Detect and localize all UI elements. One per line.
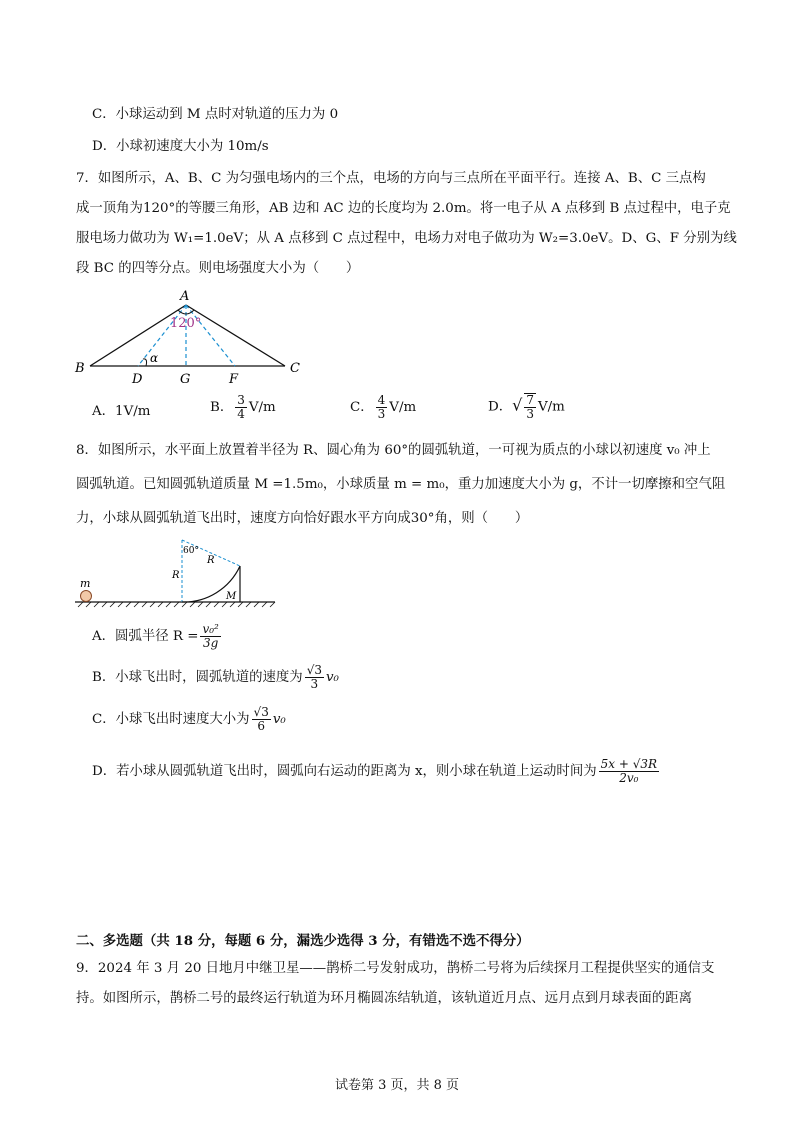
q7-label-g: G — [180, 372, 191, 387]
q9-text-line1: 9．2024 年 3 月 20 日地月中继卫星——鹊桥二号发射成功，鹊桥二号将为后续探月工程提供坚实的通信支 — [76, 961, 715, 976]
q7-text-line4: 段 BC 的四等分点。则电场强度大小为（ ） — [76, 261, 360, 276]
q7-label-d: D — [132, 372, 143, 387]
page-footer: 试卷第 3 页，共 8 页 — [334, 1078, 460, 1093]
q8-arc-track-figure — [70, 535, 280, 615]
q8-label-m-track: M — [226, 591, 237, 602]
q7-label-c: C — [290, 361, 300, 376]
q7-label-angle: 120° — [170, 316, 202, 331]
q6-option-c: C．小球运动到 M 点时对轨道的压力为 0 — [92, 107, 339, 122]
q8-option-a: A．圆弧半径 R = $\frac{\text{v₀²}}{3g}$ — [92, 622, 219, 650]
q8-text-line3: 力，小球从圆弧轨道飞出时，速度方向恰好跟水平方向成30°角，则（ ） — [76, 511, 529, 526]
section-heading-multiple-choice: 二、多选题（共 18 分，每题 6 分，漏选少选得 3 分，有错选不选不得分） — [76, 933, 530, 949]
q8-label-angle: 60° — [183, 546, 199, 556]
q9-text-line2: 持。如图所示，鹊桥二号的最终运行轨道为环月椭圆冻结轨道，该轨道近月点、远月点到月球表面的距离 — [76, 991, 692, 1006]
q8-option-b: B．小球飞出时，圆弧轨道的速度为 $\frac{√3}{3}$ v₀ — [92, 663, 339, 691]
q7-option-d: D．√ $\frac{7}{3}$ V/m — [488, 393, 565, 421]
q7-triangle-figure — [70, 282, 310, 388]
q6-option-d: D．小球初速度大小为 10m/s — [92, 139, 269, 154]
q8-label-r-vertical: R — [172, 570, 180, 581]
q7-label-b: B — [75, 361, 85, 376]
q8-label-m-ball: m — [80, 577, 91, 590]
q7-text-line1: 7．如图所示，A、B、C 为匀强电场内的三个点，电场的方向与三点所在平面平行。连接 A、B、C 三点构 — [76, 171, 706, 186]
q8-text-line1: 8．如图所示，水平面上放置着半径为 R、圆心角为 60°的圆弧轨道，一可视为质点的小球以初速度 v₀ 冲上 — [76, 443, 711, 458]
q7-text-line3: 服电场力做功为 W₁=1.0eV；从 A 点移到 C 点过程中，电场力对电子做功为 W₂=3.0eV。D、G、F 分别为线 — [76, 231, 737, 246]
q7-text-line2: 成一顶角为120°的等腰三角形，AB 边和 AC 边的长度均为 2.0m。将一电子从 A 点移到 B 点过程中，电子克 — [76, 201, 731, 216]
q7-label-f: F — [229, 372, 239, 387]
q7-option-c: C． $\frac{4}{3}$ V/m — [350, 393, 417, 421]
q8-label-r-slant: R — [207, 555, 215, 566]
q8-option-c: C．小球飞出时速度大小为 $\frac{√3}{6}$ v₀ — [92, 705, 286, 733]
q8-option-d: D．若小球从圆弧轨道飞出时，圆弧向右运动的距离为 x，则小球在轨道上运动时间为 $\frac{5x + √3R}{\text{2v₀}}$ — [92, 757, 658, 785]
q7-label-a: A — [180, 289, 190, 304]
q7-option-b: B． $\frac{3}{4}$ V/m — [210, 393, 276, 421]
q8-text-line2: 圆弧轨道。已知圆弧轨道质量 M =1.5m₀，小球质量 m = m₀，重力加速度大小为 g，不计一切摩擦和空气阻 — [76, 477, 726, 492]
q7-label-alpha: α — [150, 351, 159, 365]
q7-option-a: A．1V/m — [92, 404, 151, 419]
